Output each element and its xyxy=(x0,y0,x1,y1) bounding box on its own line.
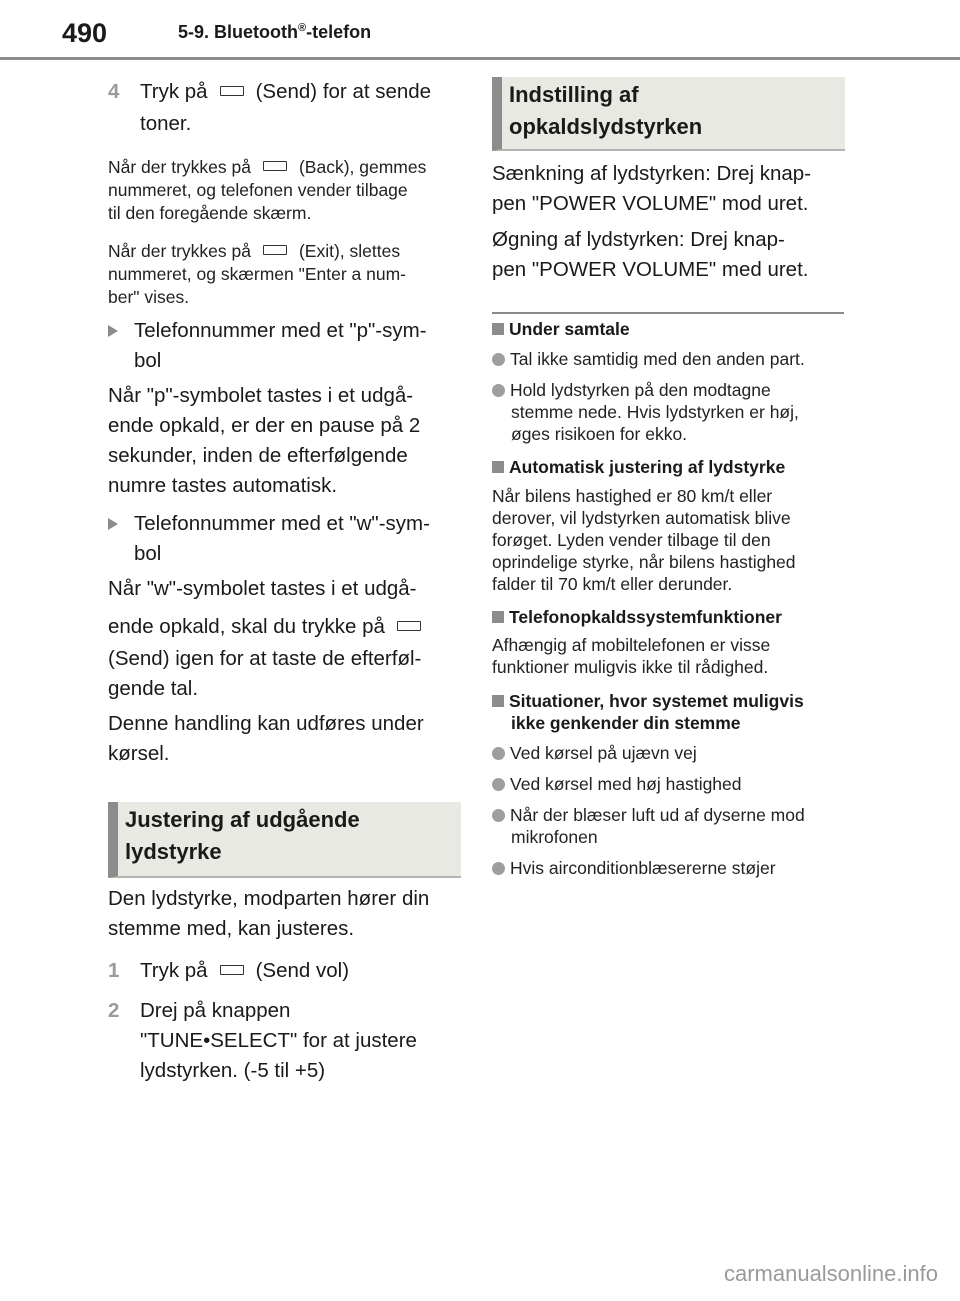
page-number: 490 xyxy=(62,18,108,48)
w-symbol-body: (Send) igen for at taste de efterføl- gende tal. xyxy=(108,647,422,700)
situations-bullet-2: Ved kørsel med høj hastighed xyxy=(492,773,852,795)
step-2: 2 Drej på knappen "TUNE•SELECT" for at justere lydstyrken. (-5 til +5) xyxy=(108,999,417,1082)
triangle-bullet-icon xyxy=(108,325,118,337)
functions-heading: Telefonopkaldssystemfunktioner xyxy=(492,606,782,628)
call-volume-increase: Øgning af lydstyrken: Drej knap- pen "POWER VOLUME" med uret. xyxy=(492,228,809,281)
square-bullet-icon xyxy=(492,323,504,335)
w-symbol-line1: Når "w"-symbolet tastes i et udgå- xyxy=(108,577,417,600)
send-button-icon xyxy=(397,621,421,631)
w-symbol-note: Denne handling kan udføres under kørsel. xyxy=(108,712,424,765)
note-exit: Når der trykkes på (Exit), slettes nummeret, og skærmen "Enter a num- ber" vises. xyxy=(108,241,406,307)
functions-body: Afhængig af mobiltelefonen er visse funktioner muligvis ikke til rådighed. xyxy=(492,635,771,677)
circle-bullet-icon xyxy=(492,778,505,791)
call-volume-decrease: Sænkning af lydstyrken: Drej knap- pen "POWER VOLUME" mod uret. xyxy=(492,162,812,215)
section-header-outgoing-volume: Justering af udgående lydstyrke xyxy=(108,802,461,878)
circle-bullet-icon xyxy=(492,384,505,397)
send-vol-button-icon xyxy=(220,965,244,975)
circle-bullet-icon xyxy=(492,809,505,822)
send-button-icon xyxy=(220,86,244,96)
circle-bullet-icon xyxy=(492,862,505,875)
triangle-bullet-icon xyxy=(108,518,118,530)
step-1: 1 Tryk på (Send vol) xyxy=(108,959,350,982)
situations-bullet-4: Hvis airconditionblæsererne støjer xyxy=(492,857,852,879)
outgoing-volume-body: Den lydstyrke, modparten hører din stemme med, kan justeres. xyxy=(108,887,430,940)
exit-button-icon xyxy=(263,245,287,255)
situations-bullet-3: Når der blæser luft ud af dyserne mod mikrofonen xyxy=(492,804,852,848)
watermark: carmanualsonline.info xyxy=(723,1261,938,1286)
circle-bullet-icon xyxy=(492,747,505,760)
auto-adjust-body: Når bilens hastighed er 80 km/t eller derover, vil lydstyrken automatisk blive forøget. Lyden vender tilbage til den oprindelige styrke, når bilens hastighed falder til 70 km/t eller derunder. xyxy=(492,486,796,594)
square-bullet-icon xyxy=(492,611,504,623)
during-call-bullet-1: Tal ikke samtidig med den anden part. xyxy=(492,348,852,370)
situations-heading: Situationer, hvor systemet muligvis ikke genkender din stemme xyxy=(492,690,852,734)
back-button-icon xyxy=(263,161,287,171)
step-4: 4 Tryk på (Send) for at sende xyxy=(108,80,432,103)
p-symbol-heading: Telefonnummer med et "p"-sym- bol xyxy=(108,316,464,376)
header-rule xyxy=(0,57,960,60)
section-header-call-volume: Indstilling af opkaldslydstyrken xyxy=(492,77,845,151)
square-bullet-icon xyxy=(492,695,504,707)
during-call-bullet-2: Hold lydstyrken på den modtagne stemme nede. Hvis lydstyrken er høj, øges risikoen for ekko. xyxy=(492,379,852,445)
during-call-heading: Under samtale xyxy=(492,318,630,340)
square-bullet-icon xyxy=(492,461,504,473)
situations-bullet-1: Ved kørsel på ujævn vej xyxy=(492,742,852,764)
w-symbol-heading: Telefonnummer med et "w"-sym- bol xyxy=(108,509,464,569)
section-divider xyxy=(492,312,844,314)
circle-bullet-icon xyxy=(492,353,505,366)
p-symbol-body: Når "p"-symbolet tastes i et udgå- ende opkald, er der en pause på 2 sekunder, inden de efterfølgende numre tastes automatisk. xyxy=(108,384,421,497)
chapter-title: 5-9. Bluetooth®-telefon xyxy=(178,22,372,42)
step-4-cont: toner. xyxy=(140,112,192,135)
auto-adjust-heading: Automatisk justering af lydstyrke xyxy=(492,456,785,478)
note-back: Når der trykkes på (Back), gemmes nummeret, og telefonen vender tilbage til den foregående skærm. xyxy=(108,157,427,223)
w-symbol-line2: ende opkald, skal du trykke på xyxy=(108,612,464,642)
